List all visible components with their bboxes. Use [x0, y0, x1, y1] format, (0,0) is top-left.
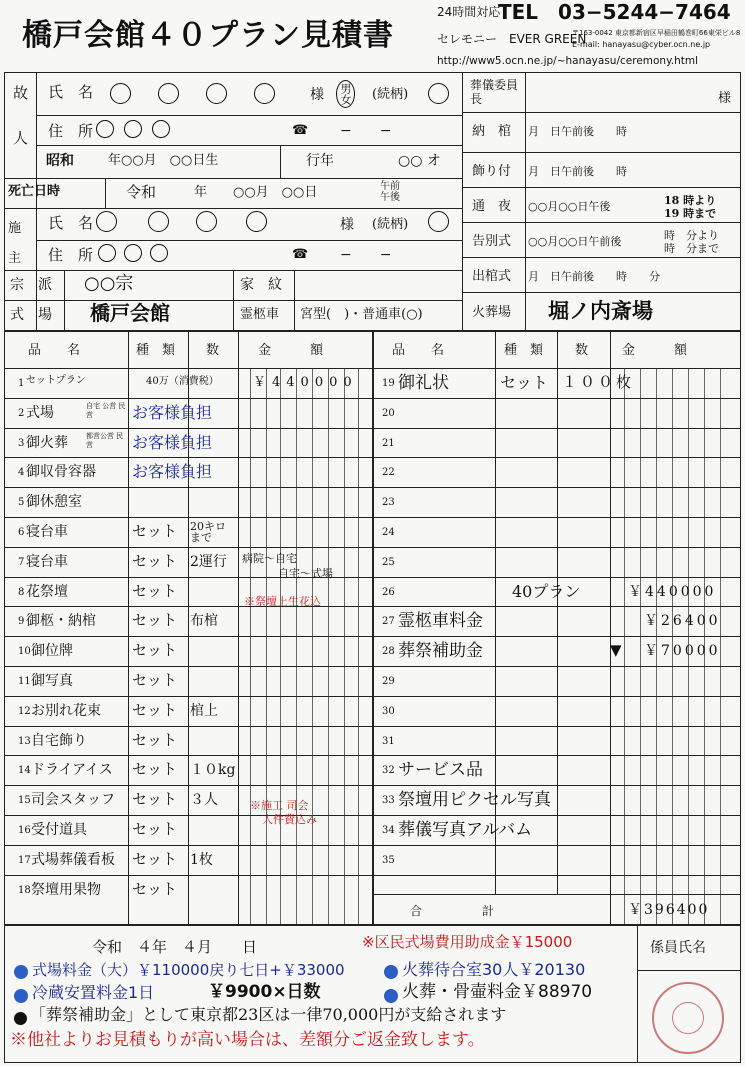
row-number: 20: [382, 408, 395, 419]
row-item: 御写真: [31, 673, 73, 689]
row-amount: ￥26400: [644, 613, 721, 629]
row-number: 13: [18, 736, 31, 747]
chief-mourner-name-label: 氏 名: [48, 214, 94, 232]
address-circle-3: [152, 120, 170, 138]
schedule-time: 時 分まで: [664, 242, 719, 255]
row-number: 26: [382, 587, 395, 598]
age-label: 行年: [306, 153, 334, 169]
crematorium-label: 火葬場: [472, 305, 512, 320]
company-address: 〒163-0042 東京都新宿区早稲田鶴巻町66東栄ビル8: [572, 29, 741, 37]
row-kind: セット: [132, 671, 178, 689]
waiting-room-fee: 火葬待合室30人￥20130: [402, 960, 586, 979]
row-number: 3: [18, 438, 25, 449]
note-staff-2: 人件費込み: [262, 813, 317, 826]
crematorium-value: 堀ノ内斎場: [548, 298, 653, 323]
chief-name-circle-1: [96, 211, 117, 232]
row-kind: セット: [132, 731, 178, 749]
venue-label: 式 場: [10, 307, 52, 323]
name-circle-1: [110, 83, 131, 104]
chief-address-circle-3: [150, 244, 168, 262]
row-item: 寝台車: [26, 524, 68, 540]
left-header-qty: 数: [206, 343, 220, 358]
row-kind: セット: [132, 790, 178, 808]
deceased-address-label: 住 所: [48, 122, 94, 140]
row-item: 葬儀写真アルバム: [398, 820, 533, 840]
note-transfer-2: 自宅〜式場: [278, 567, 333, 580]
staff-name-label: 係員氏名: [650, 940, 706, 956]
row-item: 御礼状: [398, 373, 449, 393]
cremation-fee-bullet: [384, 989, 398, 1003]
birth-era-label: 昭和: [46, 153, 74, 169]
subsidy-bullet: [14, 1012, 27, 1025]
row-number: 7: [18, 557, 25, 568]
address-circle-1: [96, 120, 114, 138]
chief-phone-dash: − −: [340, 247, 392, 263]
right-header-qty: 数: [575, 343, 589, 358]
row-item: 御火葬: [26, 435, 68, 451]
row-number: 35: [382, 855, 395, 866]
subsidy-line: 「葬祭補助金」として東京都23区は一律70,000円が支給されます: [30, 1005, 507, 1024]
subsidy-note: ※区民式場費用助成金￥15000: [362, 933, 573, 951]
name-circle-3: [206, 83, 227, 104]
crest-label: 家 紋: [240, 277, 282, 293]
row-kind: セット: [132, 760, 178, 778]
schedule-time: 19 時まで: [664, 207, 717, 220]
row-item: セットプラン: [26, 375, 86, 386]
row-number: 18: [18, 885, 31, 896]
row-kind: お客様負担: [132, 433, 213, 452]
note-staff: ※施工 司会: [250, 799, 309, 812]
schedule-value: 月 日午前後 時 分: [528, 270, 660, 283]
row-item: ドライアイス: [31, 762, 113, 778]
row-number: 16: [18, 825, 31, 836]
schedule-value: 月 日午前後 時: [528, 125, 627, 138]
row-item: 式場葬儀看板: [31, 852, 115, 868]
row-item: 御柩・納棺: [26, 613, 96, 629]
death-datetime-label: 死亡日時: [8, 184, 61, 199]
row-item-sub: 都営公営 民営: [86, 432, 124, 449]
row-number: 5: [18, 497, 25, 508]
row-amount: ￥440000: [253, 375, 358, 390]
row-qty: ３人: [190, 792, 218, 808]
hearse-value: 宮型( )・普通車(○): [300, 307, 423, 322]
sect-label: 宗 派: [10, 277, 52, 293]
company-url: http://www5.ocn.ne.jp/~hanayasu/ceremony.html: [437, 55, 699, 67]
name-circle-2: [158, 83, 179, 104]
brand-name: セレモニー EVER GREEN: [437, 32, 587, 46]
row-number: 33: [382, 795, 395, 806]
row-kind: セット: [132, 880, 178, 898]
row-number: 4: [18, 467, 25, 478]
waiting-room-bullet: [384, 965, 398, 979]
row-number: 15: [18, 795, 31, 806]
row-item: 御収骨容器: [26, 464, 96, 480]
death-date: 年 ○○月 ○○日: [194, 185, 318, 200]
phone-icon: ☎: [292, 123, 309, 138]
deceased-relation-label: (続柄): [372, 87, 409, 102]
row-number: 6: [18, 527, 25, 538]
row-item: 式場: [26, 405, 54, 421]
row-number: 19: [382, 378, 395, 389]
schedule-label: 出棺式: [472, 269, 512, 284]
chief-name-circle-4: [246, 211, 267, 232]
row-item: 霊柩車料金: [398, 611, 483, 631]
cremation-fee: 火葬・骨壷料金￥88970: [402, 982, 593, 1002]
cold-storage-label: 冷蔵安置料金1日: [32, 983, 155, 1002]
row-item: お別れ花束: [31, 703, 101, 719]
row-item: 祭壇用ピクセル写真: [398, 790, 551, 810]
row-number: 11: [18, 676, 31, 687]
row-qty: １００枚: [562, 373, 635, 391]
cold-storage-fee: ￥9900×日数: [208, 982, 321, 1002]
note-transfer: 病院〜自宅: [242, 552, 297, 565]
row-item: 受付道具: [31, 822, 87, 838]
committee-honorific: 様: [718, 91, 732, 106]
row-kind: お客様負担: [132, 462, 213, 481]
venue-fee: 式場料金（大）￥110000戻り七日+￥33000: [32, 961, 345, 979]
row-item: 御休憩室: [26, 494, 82, 510]
row-item: 御位牌: [31, 643, 73, 659]
left-header-amount: 金 額: [258, 343, 324, 358]
row-number: 22: [382, 467, 395, 478]
left-header-kind: 種 類: [136, 343, 176, 358]
row-number: 9: [18, 616, 25, 627]
death-ampm: 午前午後: [380, 181, 400, 203]
row-number: 12: [18, 706, 31, 717]
chief-name-circle-2: [148, 211, 169, 232]
row-number: 31: [382, 736, 395, 747]
schedule-time: 18 時より: [664, 194, 717, 207]
schedule-value: ○○月○○日午前後: [528, 235, 622, 248]
deceased-honorific: 様: [310, 87, 324, 103]
venue-value: 橋戸会館: [90, 301, 170, 325]
right-header-item: 品 名: [392, 343, 445, 358]
row-qty: 棺上: [190, 703, 218, 719]
staff-stamp-inner: [672, 1002, 704, 1034]
note-altar: ※祭壇上生花込: [244, 595, 321, 608]
gender-field[interactable]: 男女: [336, 80, 355, 108]
schedule-label: 飾り付: [472, 164, 512, 179]
row-qty: 20キロまで: [190, 520, 226, 544]
row-qty: 布棺: [190, 613, 218, 629]
schedule-label: 通 夜: [472, 199, 512, 214]
row-kind: セット: [132, 582, 178, 600]
row-amount: ￥70000: [644, 643, 721, 659]
row-number: 21: [382, 438, 395, 449]
chief-mourner-label: 施 主: [8, 221, 22, 266]
chief-honorific: 様: [340, 217, 354, 233]
death-era: 令和: [126, 183, 157, 201]
row-item-sub: 自宅 公営 民営: [86, 402, 126, 419]
name-circle-4: [254, 83, 275, 104]
row-kind: セット: [132, 850, 178, 868]
schedule-label: 告別式: [472, 234, 512, 249]
row-item: 祭壇用果物: [31, 882, 101, 898]
address-circle-2: [124, 120, 142, 138]
row-number: 29: [382, 676, 395, 687]
row-kind: セット: [500, 373, 549, 392]
row-amount: ￥440000: [628, 584, 717, 600]
row-number: 34: [382, 825, 395, 836]
row-number: 2: [18, 408, 25, 419]
total-label: 合 計: [410, 904, 495, 918]
chief-address-label: 住 所: [48, 246, 94, 264]
row-number: 27: [382, 616, 395, 627]
row-number: 17: [18, 855, 31, 866]
estimate-date: 令和 ４年 ４月 日: [92, 938, 258, 956]
row-kind: 40万（消費税）: [146, 376, 219, 387]
deceased-phone-dash: − −: [340, 123, 392, 139]
total-amount: ￥396400: [628, 902, 710, 918]
row-number: 14: [18, 765, 31, 776]
row-qty: １０kg: [190, 762, 236, 778]
row-number: 8: [18, 587, 25, 598]
cold-storage-bullet: [14, 989, 28, 1003]
deceased-name-label: 氏 名: [48, 83, 94, 101]
chief-name-circle-3: [196, 211, 217, 232]
sect-value: ○○宗: [84, 273, 134, 294]
row-kind: お客様負担: [132, 403, 213, 422]
row-item: 寝台車: [26, 554, 68, 570]
schedule-value: ○○月○○日午後: [528, 200, 611, 213]
row-kind: セット: [132, 522, 178, 540]
schedule-label: 納 棺: [472, 124, 512, 139]
row-item: 40プラン: [512, 582, 581, 601]
row-kind: セット: [132, 552, 178, 570]
chief-address-circle-2: [124, 244, 142, 262]
row-qty: 1枚: [190, 852, 213, 868]
row-kind: セット: [132, 611, 178, 629]
row-kind: セット: [132, 820, 178, 838]
schedule-time: 時 分より: [664, 229, 719, 242]
row-number: 28: [382, 646, 395, 657]
left-header-item: 品 名: [28, 343, 81, 358]
tel-number: TEL 03−5244−7464: [498, 0, 731, 24]
row-number: 30: [382, 706, 395, 717]
chief-relation-circle: [428, 211, 449, 232]
row-item: 葬祭補助金: [398, 641, 483, 661]
committee-label: 葬儀委員長: [470, 78, 519, 106]
row-kind: セット: [132, 641, 178, 659]
schedule-value: 月 日午前後 時: [528, 165, 627, 178]
hearse-label: 霊柩車: [240, 307, 280, 322]
row-number: 10: [18, 646, 31, 657]
row-item: サービス品: [398, 760, 483, 780]
row-number: 25: [382, 557, 395, 568]
row-item: 花祭壇: [26, 584, 68, 600]
chief-relation-label: (続柄): [372, 217, 409, 232]
page-title: 橋戸会館４０プラン見積書: [22, 18, 394, 53]
row-number: 23: [382, 497, 395, 508]
chief-phone-icon: ☎: [292, 247, 309, 262]
row-number: 32: [382, 765, 395, 776]
refund-line: ※他社よりお見積もりが高い場合は、差額分ご返金致します。: [10, 1030, 485, 1050]
age-value: ○○ オ: [398, 153, 441, 169]
deceased-section-label: 故人: [11, 85, 29, 175]
row-qty: 2運行: [190, 554, 227, 570]
row-kind: セット: [132, 701, 178, 719]
row-number: 1: [18, 378, 25, 389]
row-qty: ▼: [610, 641, 622, 659]
chief-address-circle-1: [98, 244, 116, 262]
row-item: 自宅飾り: [31, 733, 87, 749]
venue-fee-bullet: [14, 965, 28, 979]
row-item: 司会スタッフ: [31, 792, 115, 808]
relation-circle: [428, 83, 449, 104]
birth-date: 年○○月 ○○日生: [108, 153, 219, 168]
hours-label: 24時間対応: [437, 5, 501, 19]
right-header-kind: 種 類: [504, 343, 544, 358]
row-number: 24: [382, 527, 395, 538]
right-header-amount: 金 額: [622, 343, 688, 358]
company-email: E-mail: hanayasu@cyber.ocn.ne.jp: [572, 40, 711, 49]
